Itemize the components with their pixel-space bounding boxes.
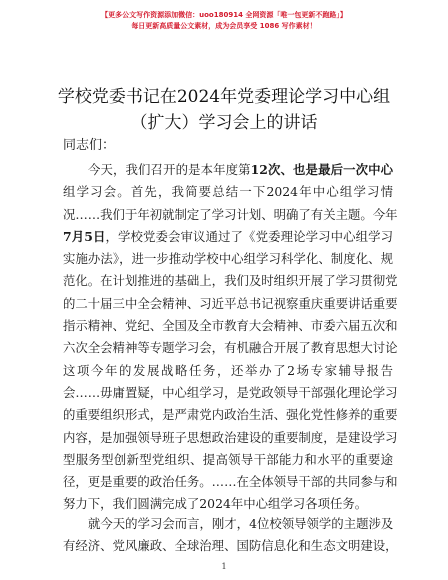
- body-text: 内容，是加强领导班子思想政治建设的重要制度，是建设学习: [63, 429, 398, 445]
- emphasized-text: 日: [92, 228, 106, 244]
- emphasized-text: 12: [250, 162, 268, 177]
- paragraph-line: [63, 159, 393, 181]
- body-text: 位校领导领学的主题涉及: [256, 516, 394, 531]
- body-text: 的重要组织形式，是严肃党内政治生活、强化党性修养的重要: [63, 407, 398, 423]
- emphasized-text: 7: [63, 228, 72, 244]
- page-number: 1: [221, 562, 227, 571]
- body-text: 指示精神、党纪、全国及全市教育大会精神、市委六届五次和: [63, 318, 398, 334]
- paragraph-line: [63, 293, 398, 315]
- paragraph-line: [63, 270, 398, 292]
- body-paragraph-1: [63, 159, 398, 516]
- body-text: 年中心组学习情: [298, 184, 394, 200]
- body-text: 范化。在计划推进的基础上，我们及时组织开展了学习贯彻党: [63, 273, 398, 289]
- paragraph-line: [63, 404, 398, 426]
- body-paragraph-2: [63, 513, 398, 558]
- paragraph-line: [63, 535, 398, 557]
- body-text: 径，更是重要的政治任务。……在全体领导干部的共同参与和: [63, 474, 398, 490]
- body-text: 4: [249, 516, 257, 531]
- emphasized-text: 月: [71, 228, 85, 244]
- body-text: 就今天的学习会而言，刚才，: [88, 516, 250, 531]
- document-title-line-2: （扩大）学习会上的讲话: [130, 113, 318, 133]
- paragraph-line: [63, 449, 393, 471]
- paragraph-line: [63, 204, 398, 226]
- body-text: 场专家辅导报告: [294, 362, 394, 378]
- paragraph-line: [63, 337, 398, 359]
- paragraph-line: [63, 360, 393, 382]
- paragraph-line: [63, 513, 393, 535]
- salutation: 同志们：: [63, 138, 116, 153]
- body-text: 型服务型创新型党组织、提高领导干部能力和水平的重要途: [63, 451, 393, 467]
- paragraph-line: [63, 248, 393, 270]
- body-text: 努力下，我们圆满完成了: [63, 496, 200, 512]
- body-text: 会……毋庸置疑，中心组学习，是党政领导干部强化理论学习: [63, 384, 398, 400]
- paragraph-line: [63, 226, 393, 248]
- document-title-line-1: 学校党委书记在2024年党委理论学习中心组: [57, 87, 391, 107]
- paragraph-line: [63, 181, 393, 203]
- body-text: 有经济、党风廉政、全球治理、国防信息化和生态文明建设，: [63, 538, 398, 554]
- paragraph-line: [63, 471, 398, 493]
- body-text: 2024: [266, 184, 299, 200]
- paragraph-line: [63, 427, 398, 449]
- body-text: 况……我们于年初就制定了学习计划、明确了有关主题。今年: [63, 206, 398, 222]
- body-text: 2024: [199, 496, 231, 512]
- emphasized-text: 次、也是最后一次中心: [267, 162, 394, 177]
- promo-banner-line-1: 【更多公文写作资源添加微信：uoo180914 全网资源「唯一包更新不跑路」】: [101, 11, 347, 19]
- promo-banner-line-2: 每日更新高质量公文素材，成为会员享受 1086 写作素材！: [131, 22, 317, 30]
- body-text: 2: [287, 362, 295, 378]
- body-text: 年中心组学习各项任务。: [230, 496, 368, 512]
- body-text: 六次全会精神等专题学习会，有机融合开展了教育思想大讨论: [63, 340, 398, 356]
- body-text: 实施办法》，进一步推动学校中心组学习科学化、制度化、规: [63, 251, 393, 267]
- body-text: 今天，我们召开的是本年度第: [88, 162, 251, 177]
- body-text: 这项今年的发展战略任务，还举办了: [63, 362, 288, 378]
- body-text: ，学校党委会审议通过了《党委理论学习中心组学习: [105, 228, 394, 244]
- body-text: 的二十届三中全会精神、习近平总书记视察重庆重要讲话重要: [63, 295, 398, 311]
- emphasized-text: 5: [84, 228, 93, 244]
- paragraph-line: [63, 382, 398, 404]
- body-text: 组学习会。首先，我简要总结一下: [63, 184, 267, 200]
- paragraph-line: [63, 315, 398, 337]
